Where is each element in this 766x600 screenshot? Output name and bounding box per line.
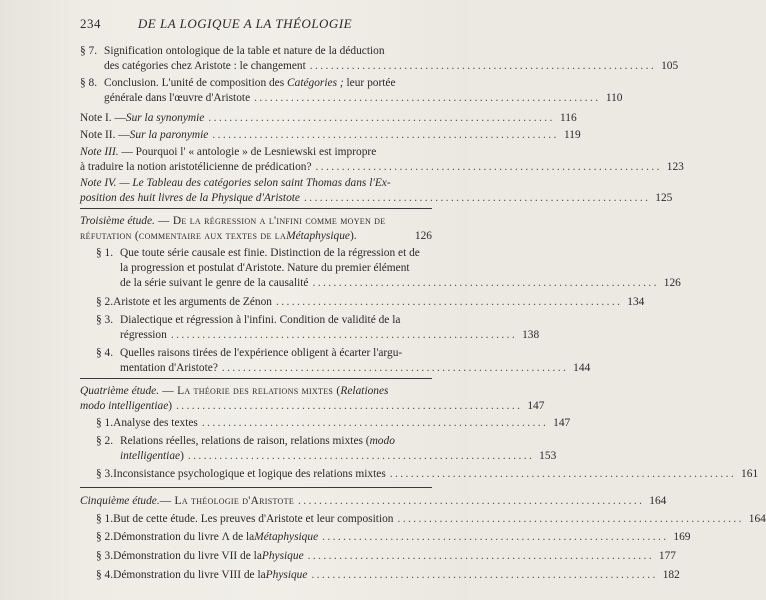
- leader-dots: ..................................................................: [254, 92, 601, 104]
- leader-dots: ..................................................................: [304, 192, 651, 204]
- entry-text: régression: [120, 329, 167, 341]
- running-title: DE LA LOGIQUE A LA THÉOLOGIE: [137, 16, 353, 31]
- section-number: § 3.: [96, 550, 114, 562]
- note-title: Sur la paronymie: [129, 129, 209, 141]
- leader-dots: ..................................................................: [201, 417, 549, 429]
- entry-text: Que toute série causale est finie. Distinction de la régression et de: [120, 247, 420, 259]
- entry-text: Démonstration du livre VIII de la: [113, 569, 266, 581]
- leader-dots: ..................................................................: [322, 531, 669, 543]
- entry-text: la progression et postulat d'Aristote. Nature du premier élément: [120, 262, 410, 274]
- entry-text: générale dans l'œuvre d'Aristote: [104, 92, 251, 104]
- leader-dots: ..................................................................: [187, 450, 535, 462]
- toc-entry-note-1[interactable]: [80, 111, 577, 126]
- section-divider: [80, 487, 432, 488]
- toc-entry-note-3[interactable]: [80, 145, 684, 175]
- entry-text-italic: Métaphysique: [254, 531, 319, 543]
- study-title: réfutation (commentaire aux textes de la: [80, 230, 287, 242]
- page-ref: 182: [662, 569, 680, 581]
- section-number: § 2.: [96, 435, 114, 447]
- toc-entry-e4-s1[interactable]: [96, 416, 571, 431]
- section-divider: [80, 208, 432, 209]
- entry-text: Inconsistance psychologique et logique des relations mixtes: [113, 468, 386, 480]
- leader-dots: ..................................................................: [170, 329, 518, 341]
- page-ref: 105: [661, 60, 679, 72]
- note-label: Note I. —: [80, 112, 126, 124]
- toc-entry-e5-s2[interactable]: [96, 530, 691, 545]
- study-title-italic: Relationes: [340, 385, 389, 397]
- page-ref: 144: [573, 362, 591, 374]
- section-number: § 3.: [96, 314, 114, 326]
- section-number: § 2.: [96, 296, 114, 308]
- leader-dots: ..................................................................: [212, 129, 559, 141]
- page-ref: 138: [522, 329, 540, 341]
- note-label: Note II. —: [80, 129, 130, 141]
- toc-entry-etude-4[interactable]: [80, 384, 545, 414]
- entry-text: Démonstration du livre Λ de la: [113, 531, 255, 543]
- section-number: § 7.: [80, 45, 98, 57]
- page-ref: 161: [741, 468, 759, 480]
- study-label: Troisième étude.: [80, 215, 155, 227]
- leader-dots: ..................................................................: [315, 161, 662, 173]
- study-title-italic: Métaphysique: [286, 230, 350, 242]
- entry-text: ): [180, 450, 184, 462]
- leader-dots: ..................................................................: [311, 569, 658, 581]
- page-ref: 134: [627, 296, 645, 308]
- toc-entry-s7[interactable]: [80, 44, 679, 74]
- entry-text-italic: Physique: [261, 550, 304, 562]
- section-number: § 8.: [80, 77, 98, 89]
- entry-text: des catégories chez Aristote : le changement: [104, 60, 306, 72]
- note-label: Note IV.: [80, 177, 117, 189]
- page-ref: 110: [605, 92, 623, 104]
- section-divider: [80, 378, 432, 379]
- page-ref: 153: [539, 450, 557, 462]
- page-header: [80, 16, 410, 36]
- toc-entry-e5-s3[interactable]: [96, 549, 676, 564]
- page-ref: 116: [560, 112, 577, 124]
- entry-text-italic: position des huit livres de la Physique d'Aristote: [80, 192, 300, 204]
- page-ref: 177: [658, 550, 676, 562]
- leader-dots: ..................................................................: [389, 468, 737, 480]
- study-title: — La théorie des relations mixtes (: [159, 385, 341, 397]
- toc-entry-e4-s2[interactable]: [96, 434, 557, 464]
- page-ref: 147: [527, 400, 545, 412]
- entry-text: Relations réelles, relations de raison, relations mixtes (: [120, 435, 370, 447]
- entry-text-italic: modo: [369, 435, 395, 447]
- leader-dots: ..................................................................: [397, 513, 744, 525]
- entry-text-italic: intelligentiae: [120, 450, 181, 462]
- entry-text: — Pourquoi l' « antologie » de Lesniewski est impropre: [118, 146, 377, 158]
- page-ref: 164: [649, 495, 667, 507]
- study-label: Cinquième étude.: [80, 495, 160, 507]
- entry-text-italic: Catégories ;: [287, 77, 344, 89]
- study-label: Quatrième étude.: [80, 385, 160, 397]
- entry-text: à traduire la notion aristotélicienne de prédication?: [80, 161, 312, 173]
- toc-entry-e5-s4[interactable]: [96, 568, 680, 583]
- page-ref: 119: [564, 129, 581, 141]
- entry-text: Signification ontologique de la table et nature de la déduction: [104, 45, 385, 57]
- entry-text-italic: Physique: [265, 569, 308, 581]
- leader-dots: ..................................................................: [276, 296, 623, 308]
- leader-dots: ..................................................................: [298, 495, 645, 507]
- toc-entry-e5-s1[interactable]: [96, 512, 766, 527]
- study-title: ).: [349, 230, 357, 242]
- page-ref: 169: [673, 531, 691, 543]
- entry-text: But de cette étude. Les preuves d'Aristote et leur composition: [113, 513, 394, 525]
- leader-dots: ..................................................................: [307, 550, 654, 562]
- note-label: Note III.: [80, 146, 119, 158]
- toc-entry-note-4[interactable]: [80, 176, 673, 206]
- study-title: — De la régression a l'infini comme moyen de: [154, 215, 386, 227]
- entry-text: Analyse des textes: [113, 417, 198, 429]
- toc-entry-e3-s3[interactable]: [96, 313, 540, 343]
- entry-text: leur portée: [343, 77, 396, 89]
- entry-text: Conclusion. L'unité de composition des: [104, 77, 288, 89]
- entry-text: Dialectique et régression à l'infini. Condition de validité de la: [120, 314, 401, 326]
- page-number: 234: [80, 16, 101, 31]
- toc-entry-etude-5[interactable]: [80, 494, 667, 509]
- toc-entry-note-2[interactable]: [80, 128, 581, 143]
- section-number: § 1.: [96, 247, 114, 259]
- leader-dots: ..................................................................: [309, 60, 657, 72]
- entry-text: de la série suivant le genre de la causalité: [120, 277, 309, 289]
- study-title: ): [168, 400, 173, 412]
- section-number: § 1.: [96, 417, 114, 429]
- page-ref: 164: [748, 513, 766, 525]
- section-number: § 4.: [96, 569, 114, 581]
- leader-dots: ..................................................................: [208, 112, 555, 124]
- toc-entry-s8[interactable]: [80, 76, 623, 106]
- toc-entry-e3-s1[interactable]: [96, 246, 681, 291]
- toc-entry-e3-s2[interactable]: [96, 295, 645, 310]
- toc-entry-e4-s3[interactable]: [96, 467, 759, 482]
- page-ref: 123: [666, 161, 684, 173]
- entry-text: mentation d'Aristote?: [120, 362, 218, 374]
- page-ref: 126: [663, 277, 681, 289]
- page-ref: 125: [655, 192, 673, 204]
- section-number: § 4.: [96, 347, 114, 359]
- leader-dots: ..................................................................: [176, 400, 523, 412]
- leader-dots: ..................................................................: [312, 277, 659, 289]
- section-number: § 2.: [96, 531, 114, 543]
- toc-entry-etude-3[interactable]: [80, 214, 432, 244]
- section-number: § 1.: [96, 513, 114, 525]
- page-ref: 126: [414, 230, 432, 242]
- study-title: — La théologie d'Aristote: [159, 495, 295, 507]
- entry-text: Démonstration du livre VII de la: [113, 550, 262, 562]
- section-number: § 3.: [96, 468, 114, 480]
- page-ref: 147: [553, 417, 571, 429]
- note-title: Sur la synonymie: [125, 112, 205, 124]
- leader-dots: ..................................................................: [221, 362, 569, 374]
- entry-text: Quelles raisons tirées de l'expérience obligent à écarter l'argu-: [120, 347, 403, 359]
- entry-text: Aristote et les arguments de Zénon: [113, 296, 272, 308]
- study-title-italic: modo intelligentiae: [80, 400, 169, 412]
- toc-entry-e3-s4[interactable]: [96, 346, 591, 376]
- entry-text-italic: — Le Tableau des catégories selon saint Thomas dans l'Ex-: [116, 177, 391, 189]
